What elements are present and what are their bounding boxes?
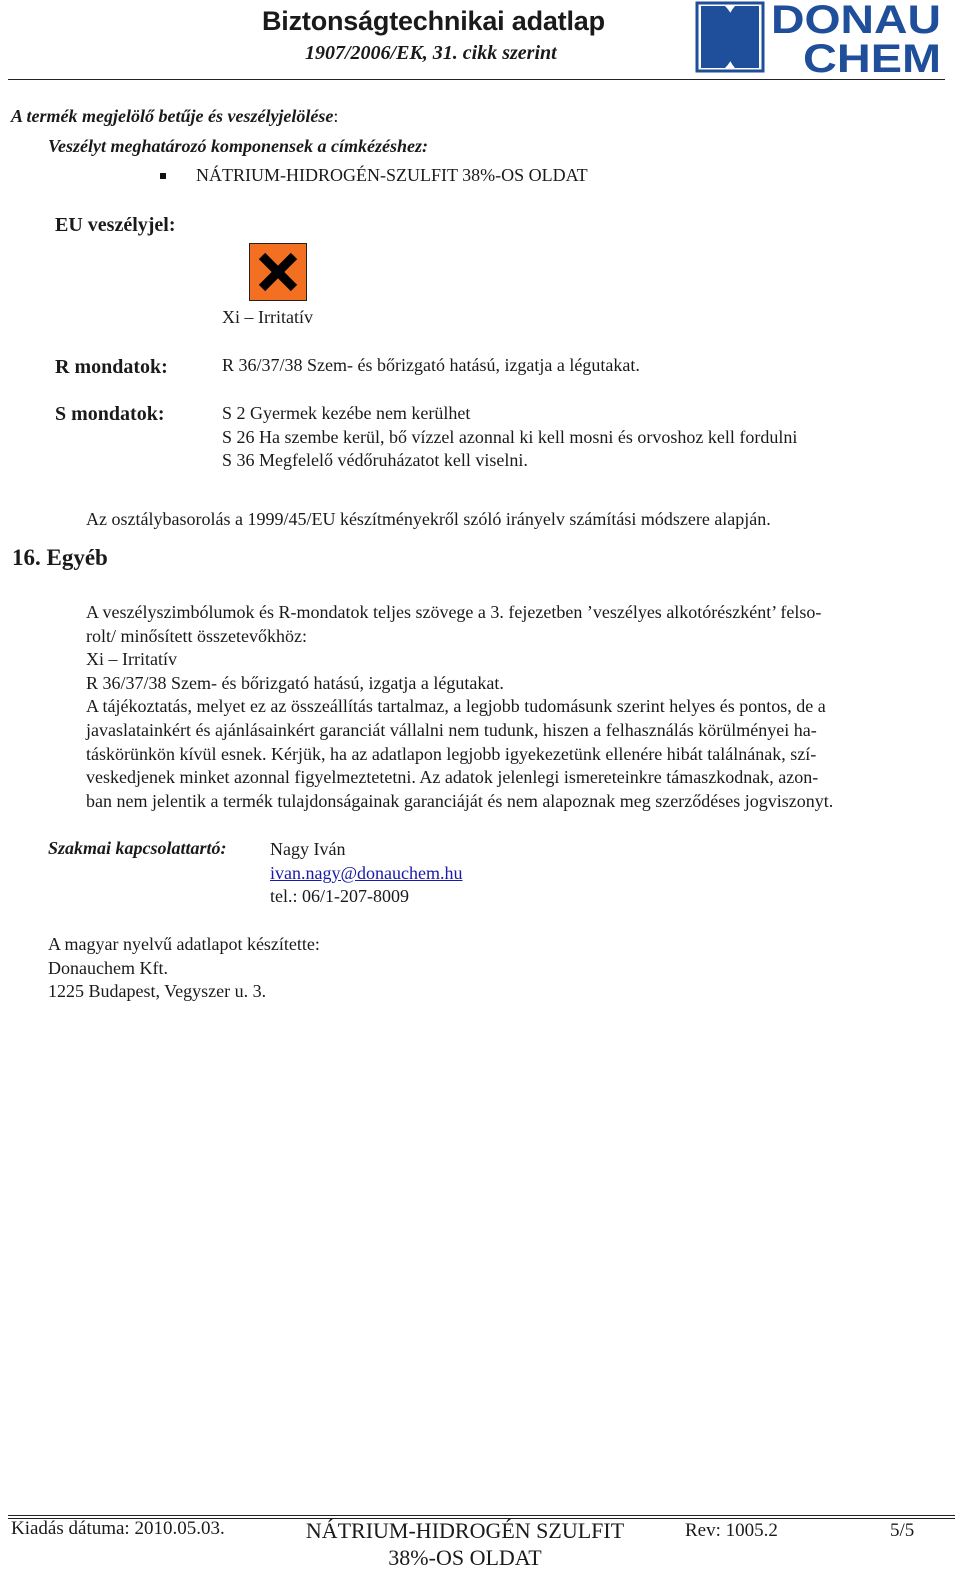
- classification-note: Az osztálybasorolás a 1999/45/EU készítményekről szóló irányelv számítási módszere alapján.: [86, 509, 771, 529]
- logo-text-donau: DONAU: [771, 0, 941, 42]
- page-number: 5/5: [890, 1520, 915, 1541]
- body-line: A veszélyszimbólumok és R-mondatok teljes szövege a 3. fejezetben ’veszélyes alkotórészként’ felso-: [86, 602, 822, 622]
- contact-details: [270, 838, 463, 909]
- section-16-title: 16. Egyéb: [12, 545, 108, 570]
- issue-date: Kiadás dátuma: 2010.05.03.: [11, 1518, 225, 1539]
- footer-product-line: 38%-OS OLDAT: [388, 1545, 542, 1570]
- prepared-by-line: A magyar nyelvű adatlapot készítette:: [48, 934, 320, 954]
- revision: Rev: 1005.2: [685, 1520, 778, 1541]
- contact-email-link[interactable]: ivan.nagy@donauchem.hu: [270, 862, 463, 883]
- disclaimer-line: ban nem jelentik a termék tulajdonságainak garanciáját és nem alapoznak meg szerződéses jogviszonyt.: [86, 790, 834, 811]
- contact-phone: tel.: 06/1-207-8009: [270, 886, 409, 907]
- document-title: Biztonságtechnikai adatlap: [262, 6, 605, 36]
- disclaimer-line: táskörünkön kívül esnek. Kérjük, ha az adatlapon legjobb igyekezetünk ellenére hibát találnának, szí-: [86, 743, 817, 764]
- header-divider: [8, 79, 945, 80]
- s-phrase: S 2 Gyermek kezébe nem kerülhet: [222, 403, 471, 423]
- s-phrase: S 26 Ha szembe kerül, bő vízzel azonnal ki kell mosni és orvoshoz kell fordulni: [222, 426, 798, 447]
- r-phrases-label: R mondatok:: [55, 356, 168, 378]
- prepared-by: [48, 933, 320, 1004]
- component-name: NÁTRIUM-HIDROGÉN-SZULFIT 38%-OS OLDAT: [196, 165, 588, 185]
- prepared-by-line: 1225 Budapest, Vegyszer u. 3.: [48, 981, 267, 1002]
- footer-divider: [8, 1515, 955, 1516]
- disclaimer-line: veskedjenek minket azonnal figyelmeztetetni. Az adatok jelenlegi ismereteinkre támaszkodnak, azon-: [86, 767, 819, 788]
- components-heading: Veszélyt meghatározó komponensek a címkézéshez:: [48, 136, 428, 156]
- body-line: rolt/ minősített összetevőkhöz:: [86, 625, 307, 646]
- bullet-icon: [160, 173, 166, 179]
- s-phrases-list: [222, 402, 797, 473]
- prepared-by-line: Donauchem Kft.: [48, 957, 168, 978]
- labeling-heading-text: A termék megjelölő betűje és veszélyjelölése: [11, 106, 334, 126]
- logo-text-chem: CHEM: [803, 37, 941, 76]
- disclaimer-line: A tájékoztatás, melyet ez az összeállítás tartalmaz, a legjobb tudomásunk szerint helyes és pontos, de a: [86, 696, 826, 717]
- r-phrases-text: R 36/37/38 Szem- és bőrizgató hatású, izgatja a légutakat.: [222, 355, 640, 375]
- section-16-body: [86, 601, 944, 813]
- contact-name: Nagy Iván: [270, 839, 346, 859]
- s-phrase: S 36 Megfelelő védőruházatot kell viselni.: [222, 450, 528, 471]
- disclaimer-line: javaslatainkért és ajánlásainkért garanciát vállalni nem tudunk, hiszen a felhasználás körülményei ha-: [86, 719, 817, 740]
- eu-hazard-label: EU veszélyjel:: [55, 214, 176, 236]
- body-line: R 36/37/38 Szem- és bőrizgató hatású, izgatja a légutakat.: [86, 672, 504, 693]
- document-subtitle: 1907/2006/EK, 31. cikk szerint: [305, 42, 557, 64]
- labeling-heading: [11, 106, 338, 127]
- body-line: Xi – Irritatív: [86, 649, 177, 670]
- labeling-heading-colon: :: [333, 106, 339, 126]
- s-phrases-label: S mondatok:: [55, 403, 165, 425]
- symbol-caption: Xi – Irritatív: [222, 307, 313, 327]
- footer-product-name: [285, 1517, 645, 1571]
- footer-product-line: NÁTRIUM-HIDROGÉN SZULFIT: [305, 1518, 625, 1543]
- donauchem-logo: [695, 0, 945, 76]
- harmful-irritant-x-icon: [249, 243, 307, 301]
- contact-label: Szakmai kapcsolattartó:: [48, 838, 227, 858]
